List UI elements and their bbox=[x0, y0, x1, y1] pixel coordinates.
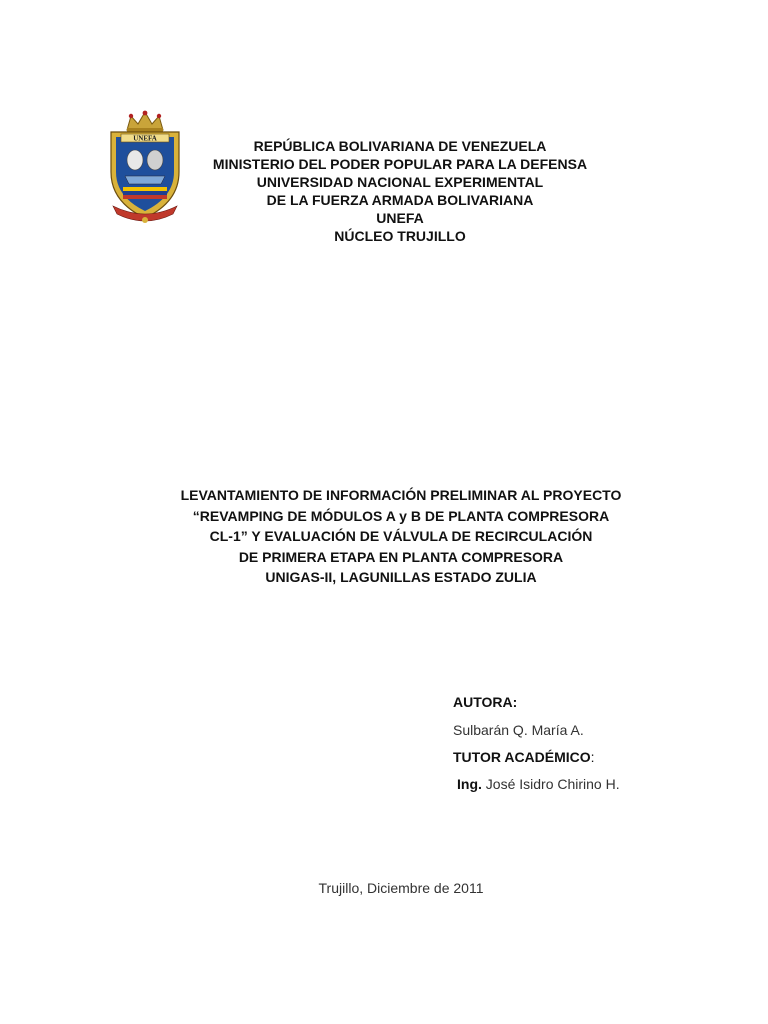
header-line-ministry: MINISTERIO DEL PODER POPULAR PARA LA DEFENSA bbox=[212, 156, 588, 172]
tutor-line bbox=[453, 749, 595, 765]
title-line-4: DE PRIMERA ETAPA EN PLANTA COMPRESORA bbox=[238, 548, 564, 565]
place-date: Trujillo, Diciembre de 2011 bbox=[318, 880, 484, 896]
title-line-2: “REVAMPING DE MÓDULOS A y B DE PLANTA COMPRESORA bbox=[192, 507, 610, 524]
crest-banner-text: UNEFA bbox=[133, 134, 157, 143]
header-line-university: UNIVERSIDAD NACIONAL EXPERIMENTAL bbox=[256, 174, 544, 190]
crown-icon bbox=[127, 111, 163, 132]
author-label: AUTORA: bbox=[453, 694, 518, 710]
author-name: Sulbarán Q. María A. bbox=[453, 722, 584, 738]
thesis-title bbox=[100, 485, 702, 588]
institution-header bbox=[150, 137, 650, 245]
title-line-1: LEVANTAMIENTO DE INFORMACIÓN PRELIMINAR AL PROYECTO bbox=[180, 487, 622, 503]
header-line-country: REPÚBLICA BOLIVARIANA DE VENEZUELA bbox=[253, 138, 547, 154]
tutor-line-name bbox=[457, 776, 620, 792]
tutor-colon: : bbox=[590, 749, 595, 765]
header-line-campus: NÚCLEO TRUJILLO bbox=[334, 228, 466, 244]
title-line-3: CL-1” Y EVALUACIÓN DE VÁLVULA DE RECIRCULACIÓN bbox=[209, 528, 593, 544]
header-line-acronym: UNEFA bbox=[376, 210, 424, 226]
tutor-prefix: Ing. bbox=[457, 776, 482, 792]
tutor-name: José Isidro Chirino H. bbox=[481, 776, 620, 792]
header-line-armed-force: DE LA FUERZA ARMADA BOLIVARIANA bbox=[266, 192, 534, 208]
title-line-5: UNIGAS-II, LAGUNILLAS ESTADO ZULIA bbox=[265, 569, 537, 585]
tutor-label: TUTOR ACADÉMICO bbox=[453, 749, 591, 765]
